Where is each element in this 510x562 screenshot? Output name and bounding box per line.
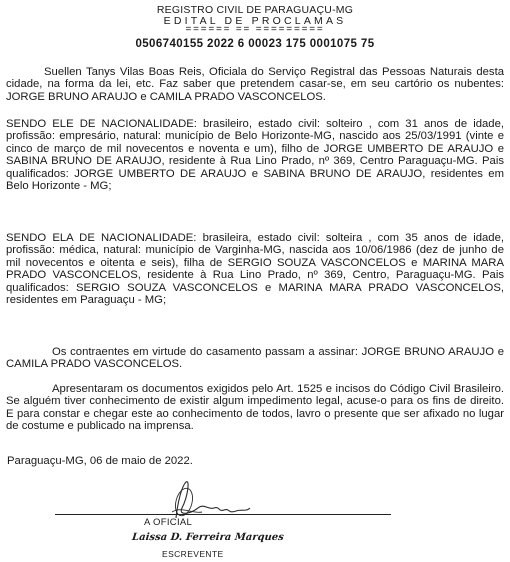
handwritten-signature <box>168 478 258 522</box>
signer-role: A OFICIAL <box>144 517 193 528</box>
date-place: Paraguaçu-MG, 06 de maio de 2022. <box>7 455 193 467</box>
documents-paragraph: Apresentaram os documentos exigidos pelo Art. 1525 e incisos do Código Civil Brasileiro. Se alguém tiver conhecimento de existir algum impedimento legal, acuse-o para os fins de direito. E para constar e chegar este ao conhecimento de todos, lavro o presente que ser afixado no lugar de costume e publicado na imprensa. <box>6 383 504 433</box>
stamp-name: Laissa D. Ferreira Marques <box>131 532 285 543</box>
bride-paragraph: SENDO ELA DE NACIONALIDADE: brasileira, estado civil: solteira , com 35 anos de idade, profissão: médica, natural: município de Varginha-MG, nascida aos 10/06/1986 (dez de junho de mil novecentos e oitenta e seis), filha de SERGIO SOUZA VASCONCELOS e MARINA MARA PRADO VASCONCELOS, residente à Rua Lino Prado, nº 369, Centro, Paraguaçu-MG. Pais qualificados: SERGIO SOUZA VASCONCELOS e MARINA MARA PRADO VASCONCELOS, residentes em Paraguaçu - MG; <box>6 232 504 307</box>
registration-number: 0506740155 2022 6 00023 175 0001075 75 <box>135 38 375 50</box>
title-underline: ====== == ========= <box>185 24 325 35</box>
intro-paragraph: Suellen Tanys Vilas Boas Reis, Oficiala do Serviço Registral das Pessoas Naturais desta cidade, na forma da lei, etc. Faz saber que pretendem casar-se, em seu cartório os nubentes: JORGE BRUNO ARAUJO e CAMILA PRADO VASCONCELOS. <box>6 66 504 103</box>
groom-paragraph: SENDO ELE DE NACIONALIDADE: brasileiro, estado civil: solteiro , com 31 anos de idade, profissão: empresário, natural: município de Belo Horizonte-MG, nascido aos 25/03/1991 (vinte e cinco de março de mil novecentos e noventa e um), filho de JORGE UMBERTO DE ARAUJO e SABINA BRUNO DE ARAUJO, residente à Rua Lino Prado, nº 369, Centro Paraguaçu-MG. Pais qualificados: JORGE UMBERTO DE ARAUJO e SABINA BRUNO DE ARAUJO, residentes em Belo Horizonte - MG; <box>6 118 504 193</box>
document-title: EDITAL DE PROCLAMAS <box>163 15 347 27</box>
registry-name: REGISTRO CIVIL DE PARAGUAÇU-MG <box>156 4 354 16</box>
stamp-role: ESCREVENTE <box>162 549 224 559</box>
signature-line <box>55 514 391 515</box>
signing-paragraph: Os contraentes em virtude do casamento passam a assinar: JORGE BRUNO ARAUJO e CAMILA PRADO VASCONCELOS. <box>6 346 504 371</box>
